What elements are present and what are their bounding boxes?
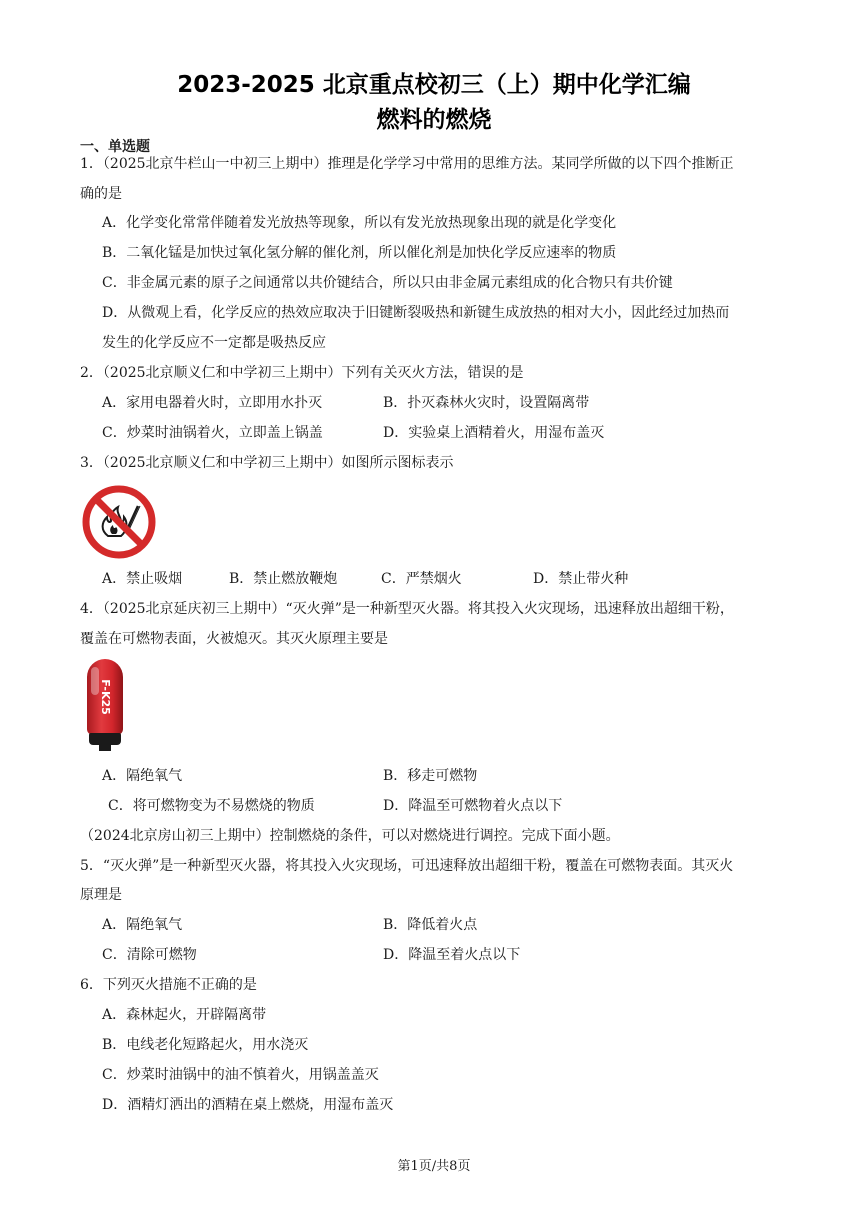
q6-stem: 6．下列灭火措施不正确的是	[80, 977, 257, 993]
q1-option-d-line2: 发生的化学反应不一定都是吸热反应	[102, 335, 326, 351]
q5-option-c: C．清除可燃物	[102, 947, 197, 963]
q5-option-d: D．降温至着火点以下	[383, 947, 521, 963]
q3-option-d: D．禁止带火种	[533, 571, 629, 587]
q5-option-b: B．降低着火点	[383, 917, 478, 933]
q3-option-a: A．禁止吸烟	[102, 571, 183, 587]
q2-option-a: A．家用电器着火时，立即用水扑灭	[102, 395, 323, 411]
q1-option-d-line1: D．从微观上看，化学反应的热效应取决于旧键断裂吸热和新键生成放热的相对大小，因此经过加热而	[102, 305, 730, 321]
no-fire-sign-icon	[80, 484, 158, 560]
q1-option-a: A．化学变化常常伴随着发光放热等现象，所以有发光放热现象出现的就是化学变化	[102, 215, 617, 231]
q4-option-b: B．移走可燃物	[383, 768, 478, 784]
extinguisher-label: F-K25	[99, 679, 112, 715]
q3-stem: 3．（2025北京顺义仁和中学初三上期中）如图所示图标表示	[80, 455, 454, 471]
q4-option-c: C．将可燃物变为不易燃烧的物质	[108, 798, 315, 814]
q3-option-b: B．禁止燃放鞭炮	[229, 571, 338, 587]
page-title: 2023-2025 北京重点校初三（上）期中化学汇编	[177, 72, 691, 98]
section-heading: 一、单选题	[80, 139, 150, 155]
fire-extinguisher-ball-image	[87, 659, 123, 751]
group-intro: （2024北京房山初三上期中）控制燃烧的条件，可以对燃烧进行调控。完成下面小题。	[80, 828, 620, 844]
q6-option-d: D．酒精灯洒出的酒精在桌上燃烧，用湿布盖灭	[102, 1097, 394, 1113]
q6-option-c: C．炒菜时油锅中的油不慎着火，用锅盖盖灭	[102, 1067, 379, 1083]
q4-option-d: D．降温至可燃物着火点以下	[383, 798, 563, 814]
page-number: 第1页/共8页	[397, 1159, 471, 1174]
q4-stem-line1: 4．（2025北京延庆初三上期中）“灭火弹”是一种新型灭火器。将其投入火灾现场，迅速释放出超细干粉，	[80, 601, 734, 617]
q6-option-a: A．森林起火，开辟隔离带	[102, 1007, 267, 1023]
q5-stem-line2: 原理是	[80, 887, 122, 903]
q1-stem-line1: 1．（2025北京牛栏山一中初三上期中）推理是化学学习中常用的思维方法。某同学所做的以下四个推断正	[80, 156, 734, 172]
q1-option-b: B．二氧化锰是加快过氧化氢分解的催化剂，所以催化剂是加快化学反应速率的物质	[102, 245, 617, 261]
q4-option-a: A．隔绝氧气	[102, 768, 183, 784]
q3-option-c: C．严禁烟火	[381, 571, 462, 587]
q6-option-b: B．电线老化短路起火，用水浇灭	[102, 1037, 309, 1053]
q4-stem-line2: 覆盖在可燃物表面，火被熄灭。其灭火原理主要是	[80, 631, 388, 647]
q2-stem: 2．（2025北京顺义仁和中学初三上期中）下列有关灭火方法，错误的是	[80, 365, 524, 381]
q1-option-c: C．非金属元素的原子之间通常以共价键结合，所以只由非金属元素组成的化合物只有共价键	[102, 275, 673, 291]
q5-option-a: A．隔绝氧气	[102, 917, 183, 933]
q2-option-d: D．实验桌上酒精着火，用湿布盖灭	[383, 425, 605, 441]
q5-stem-line1: 5．“灭火弹”是一种新型灭火器，将其投入火灾现场，可迅速释放出超细干粉，覆盖在可燃物表面。其灭火	[80, 858, 734, 874]
q1-stem-line2: 确的是	[80, 186, 122, 202]
page-subtitle: 燃料的燃烧	[376, 107, 492, 133]
q2-option-c: C．炒菜时油锅着火，立即盖上锅盖	[102, 425, 323, 441]
q2-option-b: B．扑灭森林火灾时，设置隔离带	[383, 395, 590, 411]
